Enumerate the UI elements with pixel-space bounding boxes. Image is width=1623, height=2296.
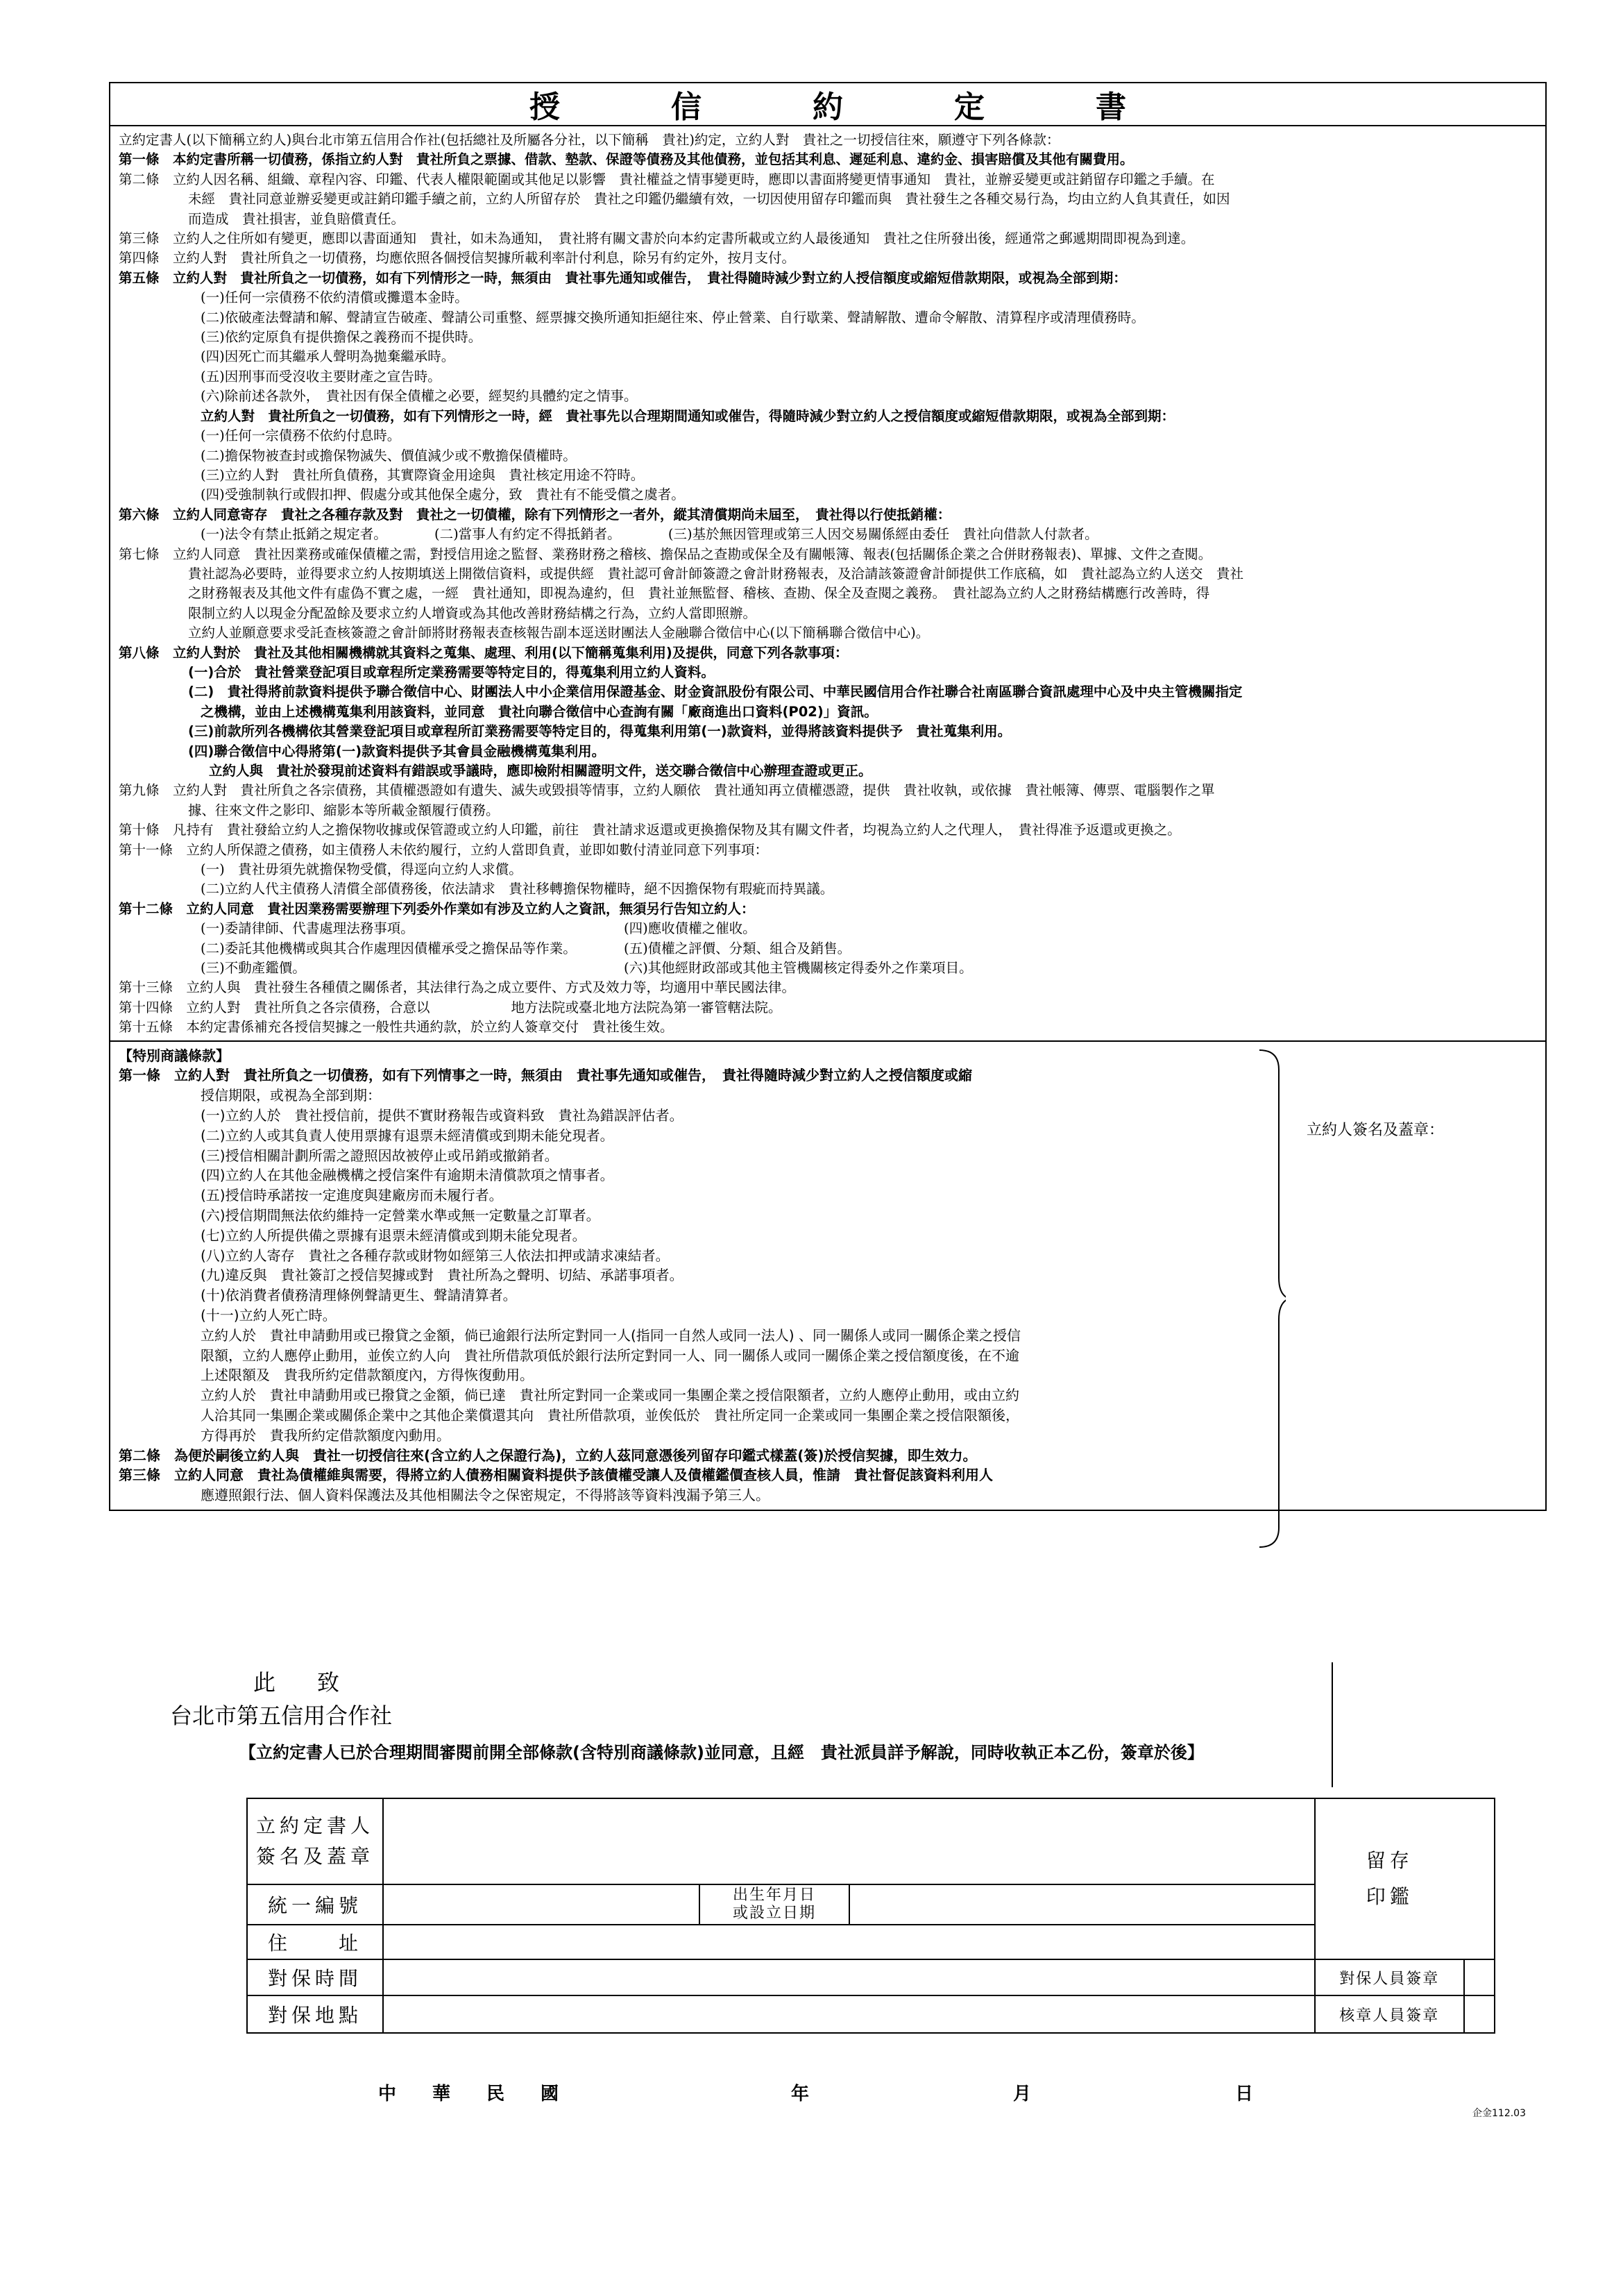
special-clause-line: 第一條 立約人對 貴社所負之一切債務，如有下列情事之一時，無須由 貴社事先通知或催告， 貴社得隨時減少對立約人之授信額度或縮	[119, 1067, 972, 1084]
clause-line: (二)委託其他機構或與其合作處理因債權承受之擔保品等作業。 (五)債權之評價、分類、組合及銷售。	[201, 940, 851, 956]
clause-line: 第九條 立約人對 貴社所負之各宗債務，其債權憑證如有遺失、滅失或毀損等情事，立約人願依 貴社通知再立債權憑證，提供 貴社收執，或依據 貴社帳簿、傳票、電腦製作之單	[119, 782, 1215, 799]
agreement-clauses	[110, 126, 1545, 1040]
clause-line: 第十四條 立約人對 貴社所負之各宗債務，合意以 地方法院或臺北地方法院為第一審管轄法院。	[119, 999, 782, 1015]
clause-line: 第三條 立約人之住所如有變更，應即以書面通知 貴社，如未為通知， 貴社將有關文書於向本約定書所載或立約人最後通知 貴社之住所發出後，經通常之郵遞期間即視為到達。	[119, 230, 1195, 247]
clause-line: 第六條 立約人同意寄存 貴社之各種存款及對 貴社之一切債權，除有下列情形之一者外，縱其清償期尚未屆至， 貴社得以行使抵銷權：	[119, 506, 951, 523]
clause-line: 第八條 立約人對於 貴社及其他相關機構就其資料之蒐集、處理、利用(以下簡稱蒐集利用)及提供，同意下列各款事項：	[119, 644, 849, 661]
clause-line: (三)不動產鑑價。 (六)其他經財政部或其他主管機關核定得委外之作業項目。	[201, 960, 973, 977]
clause-line: (二)立約人代主債務人清償全部債務後，依法請求 貴社移轉擔保物權時，絕不因擔保物有瑕疵而持異議。	[201, 881, 834, 897]
special-clause-line: (四)立約人在其他金融機構之授信案件有逾期未清償款項之情事者。	[201, 1167, 614, 1184]
clause-line: (六)除前述各款外， 貴社因有保全債權之必要，經契約具體約定之情事。	[201, 388, 638, 405]
date-roc-label: 中 華 民 國	[378, 2084, 559, 2104]
clause-line: 之機構，並由上述機構蒐集利用該資料，並同意 貴社向聯合徵信中心查詢有關「廠商進出口資料(P02)」資訊。	[201, 703, 878, 720]
guarantee-place-field[interactable]	[383, 1995, 1315, 2033]
clause-line: (四)受強制執行或假扣押、假處分或其他保全處分，致 貴社有不能受償之虞者。	[201, 487, 685, 503]
clause-line: (五)因刑事而受沒收主要財產之宣告時。	[201, 368, 441, 385]
clause-line: (三)前款所列各機構依其營業登記項目或章程所訂業務需要等特定目的，得蒐集利用第(一)款資料，並得將該資料提供予 貴社蒐集利用。	[188, 723, 1012, 740]
clause-line: 立約定書人(以下簡稱立約人)與台北市第五信用合作社(包括總社及所屬各分社，以下簡稱 貴社)約定，立約人對 貴社之一切授信往來，願遵守下列各條款：	[119, 132, 1060, 148]
form-code: 企金112.03	[1472, 2108, 1526, 2119]
clause-line: 未經 貴社同意並辦妥變更或註銷印鑑手續之前，立約人所留存於 貴社之印鑑仍繼續有效，一切因使用留存印鑑而與 貴社發生之各種交易行為，均由立約人負其責任，如因	[188, 191, 1230, 208]
clause-line: 限制立約人以現金分配盈餘及要求立約人增資或為其他改善財務結構之行為，立約人當即照辦。	[188, 605, 757, 621]
special-clause-line: (十一)立約人死亡時。	[201, 1307, 337, 1324]
special-clause-line: 第三條 立約人同意 貴社為債權維與需要，得將立約人債務相關資料提供予該債權受讓人及債權鑑價查核人員，惟請 貴社督促該資料利用人	[119, 1467, 993, 1484]
closing-salutation: 此致	[253, 1669, 382, 1696]
special-clause-line: (九)違反與 貴社簽訂之授信契據或對 貴社所為之聲明、切結、承諾事項者。	[201, 1267, 683, 1284]
guarantor-staff-field[interactable]	[1464, 1959, 1495, 1995]
clause-line: (四)聯合徵信中心得將第(一)款資料提供予其會員金融機構蒐集利用。	[188, 743, 606, 759]
seal-field[interactable]	[1464, 1798, 1495, 1959]
clause-line: (二)擔保物被查封或擔保物滅失、價值減少或不敷擔保債權時。	[201, 447, 577, 464]
clause-line: 立約人並願意要求受託查核簽證之會計師將財務報表查核報告副本逕送財團法人金融聯合徵信中心(以下簡稱聯合徵信中心)。	[188, 625, 930, 641]
clause-line: 立約人與 貴社於發現前述資料有錯誤或爭議時，應即檢附相關證明文件，送交聯合徵信中心辦理查證或更正。	[209, 763, 872, 779]
signature-area[interactable]	[1265, 1042, 1545, 1510]
clause-line: 第七條 立約人同意 貴社因業務或確保債權之需，對授信用途之監督、業務財務之稽核、擔保品之查勘或保全及有關帳簿、報表(包括關係企業之合併財務報表)、單據、文件之查閱。	[119, 546, 1212, 562]
guarantor-staff-label: 對保人員簽章	[1315, 1959, 1464, 1995]
special-clause-line: (五)授信時承諾按一定進度與建廠房而未履行者。	[201, 1187, 503, 1204]
brace-icon	[1258, 1049, 1286, 1548]
birth-date-label: 出生年月日 或設立日期	[699, 1884, 849, 1925]
special-clause-line: 立約人於 貴社申請動用或已撥貸之金額，倘已達 貴社所定對同一企業或同一集團企業之授信限額者，立約人應停止動用，或由立約	[201, 1387, 1019, 1404]
clause-line: 第十一條 立約人所保證之債務，如主債務人未依約履行，立約人當即負責，並即如數付清並同意下列事項：	[119, 841, 769, 858]
clause-line: 第一條 本約定書所稱一切債務，係指立約人對 貴社所負之票據、借款、墊款、保證等債務及其他債務，並包括其利息、遲延利息、違約金、損害賠償及其他有關費用。	[119, 151, 1134, 168]
signature-form-table	[246, 1798, 1495, 2034]
clause-line: 第四條 立約人對 貴社所負之一切債務，均應依照各個授信契據所載利率計付利息，除另有約定外，按月支付。	[119, 250, 796, 267]
guarantee-time-field[interactable]	[383, 1959, 1315, 1995]
special-clause-line: 上述限額及 貴我所約定借款額度內，方得恢復動用。	[201, 1367, 534, 1384]
special-clause-line: 立約人於 貴社申請動用或已撥貸之金額，倘已逾銀行法所定對同一人(指同一自然人或同一法人) 、同一關係人或同一關係企業之授信	[201, 1326, 1021, 1344]
special-clause-line: (三)授信相關計劃所需之證照因故被停止或吊銷或撤銷者。	[201, 1147, 559, 1164]
clause-line: 據、往來文件之影印、縮影本等所載金額履行債務。	[188, 802, 500, 818]
clause-line: 而造成 貴社損害，並負賠償責任。	[188, 210, 405, 227]
special-clause-line: 方得再於 貴我所約定借款額度內動用。	[201, 1426, 450, 1444]
title-row	[110, 83, 1545, 126]
special-clause-line: 限額，立約人應停止動用，並俟立約人向 貴社所借款項低於銀行法所定對同一人、同一關係人或同一關係企業之授信額度後，在不逾	[201, 1347, 1019, 1364]
clause-line: 第十三條 立約人與 貴社發生各種債之關係者，其法律行為之成立要件、方式及效力等，均適用中華民國法律。	[119, 979, 796, 996]
clause-line: (三)依約定原負有提供擔保之義務而不提供時。	[201, 329, 482, 346]
special-clause-line: (六)授信期間無法依約維持一定營業水準或無一定數量之訂單者。	[201, 1207, 600, 1224]
signer-label: 立約定書人 簽名及蓋章	[247, 1798, 383, 1884]
special-terms-section	[110, 1040, 1545, 1510]
clause-line: 第十二條 立約人同意 貴社因業務需要辦理下列委外作業如有涉及立約人之資訊，無須另行告知立約人：	[119, 900, 755, 917]
signer-signature-field[interactable]	[383, 1798, 1315, 1884]
checker-field[interactable]	[1464, 1995, 1495, 2033]
clause-line: (一)任何一宗債務不依約清償或攤還本金時。	[201, 289, 468, 306]
bracket-connector	[1332, 1662, 1333, 1787]
special-clause-line: (十)依消費者債務清理條例聲請更生、聲請清算者。	[201, 1287, 517, 1304]
clause-line: 第五條 立約人對 貴社所負之一切債務，如有下列情形之一時，無須由 貴社事先通知或催告， 貴社得隨時減少對立約人授信額度或縮短借款期限，或視為全部到期：	[119, 269, 1127, 286]
clause-line: (二)依破產法聲請和解、聲請宣告破產、聲請公司重整、經票據交換所通知拒絕往來、停止營業、自行歇業、聲請解散、遭命令解散、清算程序或清理債務時。	[201, 309, 1145, 326]
birth-date-field[interactable]	[849, 1884, 1315, 1925]
special-terms-heading: 【特別商議條款】	[119, 1047, 230, 1064]
clause-line: (四)因死亡而其繼承人聲明為拋棄繼承時。	[201, 348, 455, 365]
id-number-label: 統一編號	[247, 1884, 383, 1925]
address-label: 住 址	[247, 1925, 383, 1959]
special-terms-body	[110, 1042, 1265, 1510]
clause-line: 之財務報表及其他文件有虛偽不實之處，一經 貴社通知，即視為違約，但 貴社並無監督、稽核、查勘、保全及查閱之義務。 貴社認為立約人之財務結構應行改善時，得	[188, 585, 1210, 602]
address-field[interactable]	[383, 1925, 1315, 1959]
special-clause-line: (八)立約人寄存 貴社之各種存款或財物如經第三人依法扣押或請求凍結者。	[201, 1247, 670, 1264]
guarantee-time-label: 對保時間	[247, 1959, 383, 1995]
special-clause-line: (七)立約人所提供備之票據有退票未經清償或到期未能兌現者。	[201, 1226, 586, 1244]
clause-line: 第十條 凡持有 貴社發給立約人之擔保物收據或保管證或立約人印鑑，前往 貴社請求返還或更換擔保物及其有關文件者，均視為立約人之代理人， 貴社得准予返還或更換之。	[119, 822, 1181, 838]
clause-line: 第十五條 本約定書係補充各授信契據之一般性共通約款，於立約人簽章交付 貴社後生效。	[119, 1019, 674, 1036]
special-clause-line: 人洽其同一集團企業或關係企業中之其他企業償還其向 貴社所借款項，並俟低於 貴社所定同一企業或同一集團企業之授信限額後，	[201, 1407, 1019, 1424]
date-month-label: 月	[1013, 2084, 1032, 2104]
clause-line: (一)法令有禁止抵銷之規定者。 (二)當事人有約定不得抵銷者。 (三)基於無因管理或第三人因交易關係經由委任 貴社向借款人付款者。	[201, 526, 1098, 543]
date-day-label: 日	[1235, 2084, 1254, 2104]
seal-label: 留存 印鑑	[1315, 1798, 1464, 1959]
clause-line: (一)委請律師、代書處理法務事項。 (四)應收債權之催收。	[201, 920, 756, 937]
special-clause-line: (二)立約人或其負責人使用票據有退票未經清償或到期未能兌現者。	[201, 1126, 614, 1144]
clause-line: (三)立約人對 貴社所負債務，其實際資金用途與 貴社核定用途不符時。	[201, 466, 645, 483]
closing-recipient: 台北市第五信用合作社	[170, 1703, 393, 1729]
date-year-label: 年	[791, 2084, 810, 2104]
acknowledgement-statement: 【立約定書人已於合理期間審閱前開全部條款(含特別商議條款)並同意，且經 貴社派員詳予解說，同時收執正本乙份，簽章於後】	[239, 1743, 1204, 1762]
clause-line: 立約人對 貴社所負之一切債務，如有下列情形之一時，經 貴社事先以合理期間通知或催告，得隨時減少對立約人之授信額度或縮短借款期限，或視為全部到期：	[201, 407, 1175, 424]
id-number-field[interactable]	[383, 1884, 699, 1925]
special-clause-line: 授信期限，或視為全部到期：	[201, 1087, 381, 1104]
special-terms-list	[119, 1065, 1257, 1505]
agreement-frame	[109, 82, 1547, 1511]
clause-line: 第二條 立約人因名稱、組織、章程內容、印鑑、代表人權限範圍或其他足以影響 貴社權益之情事變更時，應即以書面將變更情事通知 貴社，並辦妥變更或註銷留存印鑑之手續。在	[119, 171, 1215, 187]
signature-label: 立約人簽名及蓋章：	[1307, 1121, 1445, 1139]
clause-line: (一) 貴社毋須先就擔保物受償，得逕向立約人求償。	[201, 861, 522, 878]
special-clause-line: 應遵照銀行法、個人資料保護法及其他相關法令之保密規定，不得將該等資料洩漏予第三人。	[201, 1487, 770, 1504]
clause-line: 貴社認為必要時，並得要求立約人按期填送上開徵信資料，或提供經 貴社認可會計師簽證之會計財務報表，及洽請該簽證會計師提供工作底稿，如 貴社認為立約人送交 貴社	[188, 565, 1244, 582]
special-clause-line: (一)立約人於 貴社授信前，提供不實財務報告或資料致 貴社為錯誤評估者。	[201, 1107, 683, 1124]
special-clause-line: 第二條 為便於嗣後立約人與 貴社一切授信往來(含立約人之保證行為)，立約人茲同意憑後列留存印鑑式樣蓋(簽)於授信契據，即生效力。	[119, 1446, 977, 1464]
clause-line: (二) 貴社得將前款資料提供予聯合徵信中心、財團法人中小企業信用保證基金、財金資訊股份有限公司、中華民國信用合作社聯合社南區聯合資訊處理中心及中央主管機關指定	[188, 684, 1243, 700]
checker-label: 核章人員簽章	[1315, 1995, 1464, 2033]
clause-line: (一)任何一宗債務不依約付息時。	[201, 428, 401, 444]
closing-block	[170, 1666, 392, 1732]
guarantee-place-label: 對保地點	[247, 1995, 383, 2033]
clause-line: (一)合於 貴社營業登記項目或章程所定業務需要等特定目的，得蒐集利用立約人資料。	[188, 664, 715, 680]
document-title: 授信約定書	[529, 90, 1237, 125]
